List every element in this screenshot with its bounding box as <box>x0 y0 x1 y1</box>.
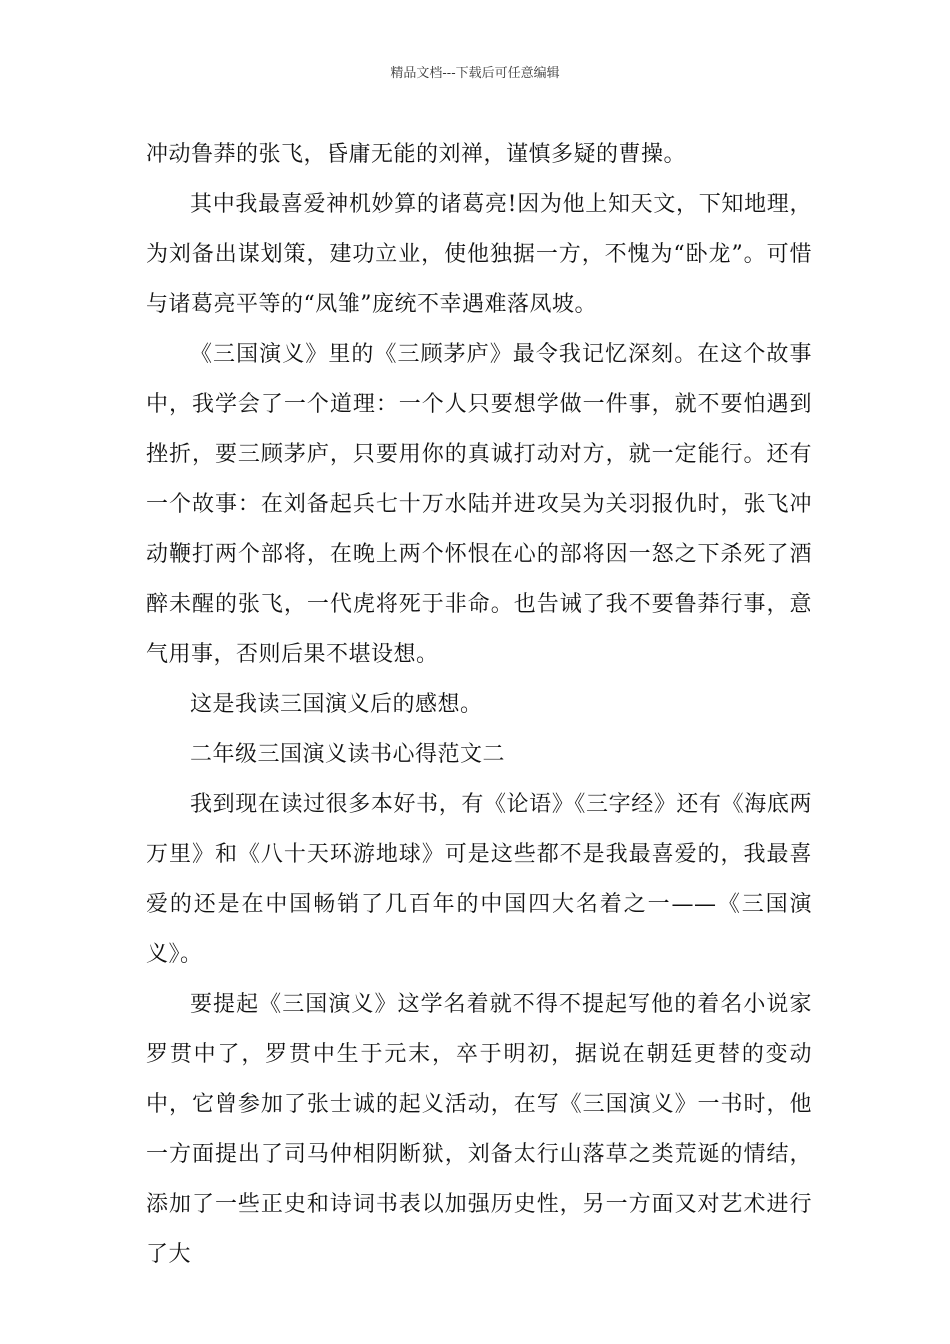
section-heading: 二年级三国演义读书心得范文二 <box>190 742 506 767</box>
paragraph-zhuge-liang: 其中我最喜爱神机妙算的诸葛亮!因为他上知天文，下知地理，为刘备出谋划策，建功立业，使他独据一方，不愧为“卧龙”。可惜与诸葛亮平等的“凤雏”庞统不幸遇难落凤坡。 <box>146 192 812 317</box>
page-header: 精品文档---下载后可任意编辑 <box>390 66 560 81</box>
paragraph-continuation: 冲动鲁莽的张飞，昏庸无能的刘禅，谨慎多疑的曹操。 <box>146 142 687 167</box>
paragraph-conclusion: 这是我读三国演义后的感想。 <box>190 692 483 717</box>
paragraph-luo-guanzhong: 要提起《三国演义》这学名着就不得不提起写他的着名小说家罗贯中了，罗贯中生于元末，卒于明初，据说在朝廷更替的变动中，它曾参加了张士诚的起义活动，在写《三国演义》一书时，他一方面提出了司马仲相阴断狱，刘备太行山落草之类荒诞的情结，添加了一些正史和诗词书表以加强历史性，另一方面又对艺术进行了大 <box>146 992 812 1267</box>
paragraph-favorite-books: 我到现在读过很多本好书，有《论语》《三字经》还有《海底两万里》和《八十天环游地球》可是这些都不是我最喜爱的，我最喜爱的还是在中国畅销了几百年的中国四大名着之一——《三国演义》。 <box>146 792 812 967</box>
document-body <box>146 130 812 1280</box>
paragraph-three-visits: 《三国演义》里的《三顾茅庐》最令我记忆深刻。在这个故事中，我学会了一个道理：一个人只要想学做一件事，就不要怕遇到挫折，要三顾茅庐，只要用你的真诚打动对方，就一定能行。还有一个故事：在刘备起兵七十万水陆并进攻吴为关羽报仇时，张飞冲动鞭打两个部将，在晚上两个怀恨在心的部将因一怒之下杀死了酒醉未醒的张飞，一代虎将死于非命。也告诫了我不要鲁莽行事，意气用事，否则后果不堪设想。 <box>146 342 812 667</box>
